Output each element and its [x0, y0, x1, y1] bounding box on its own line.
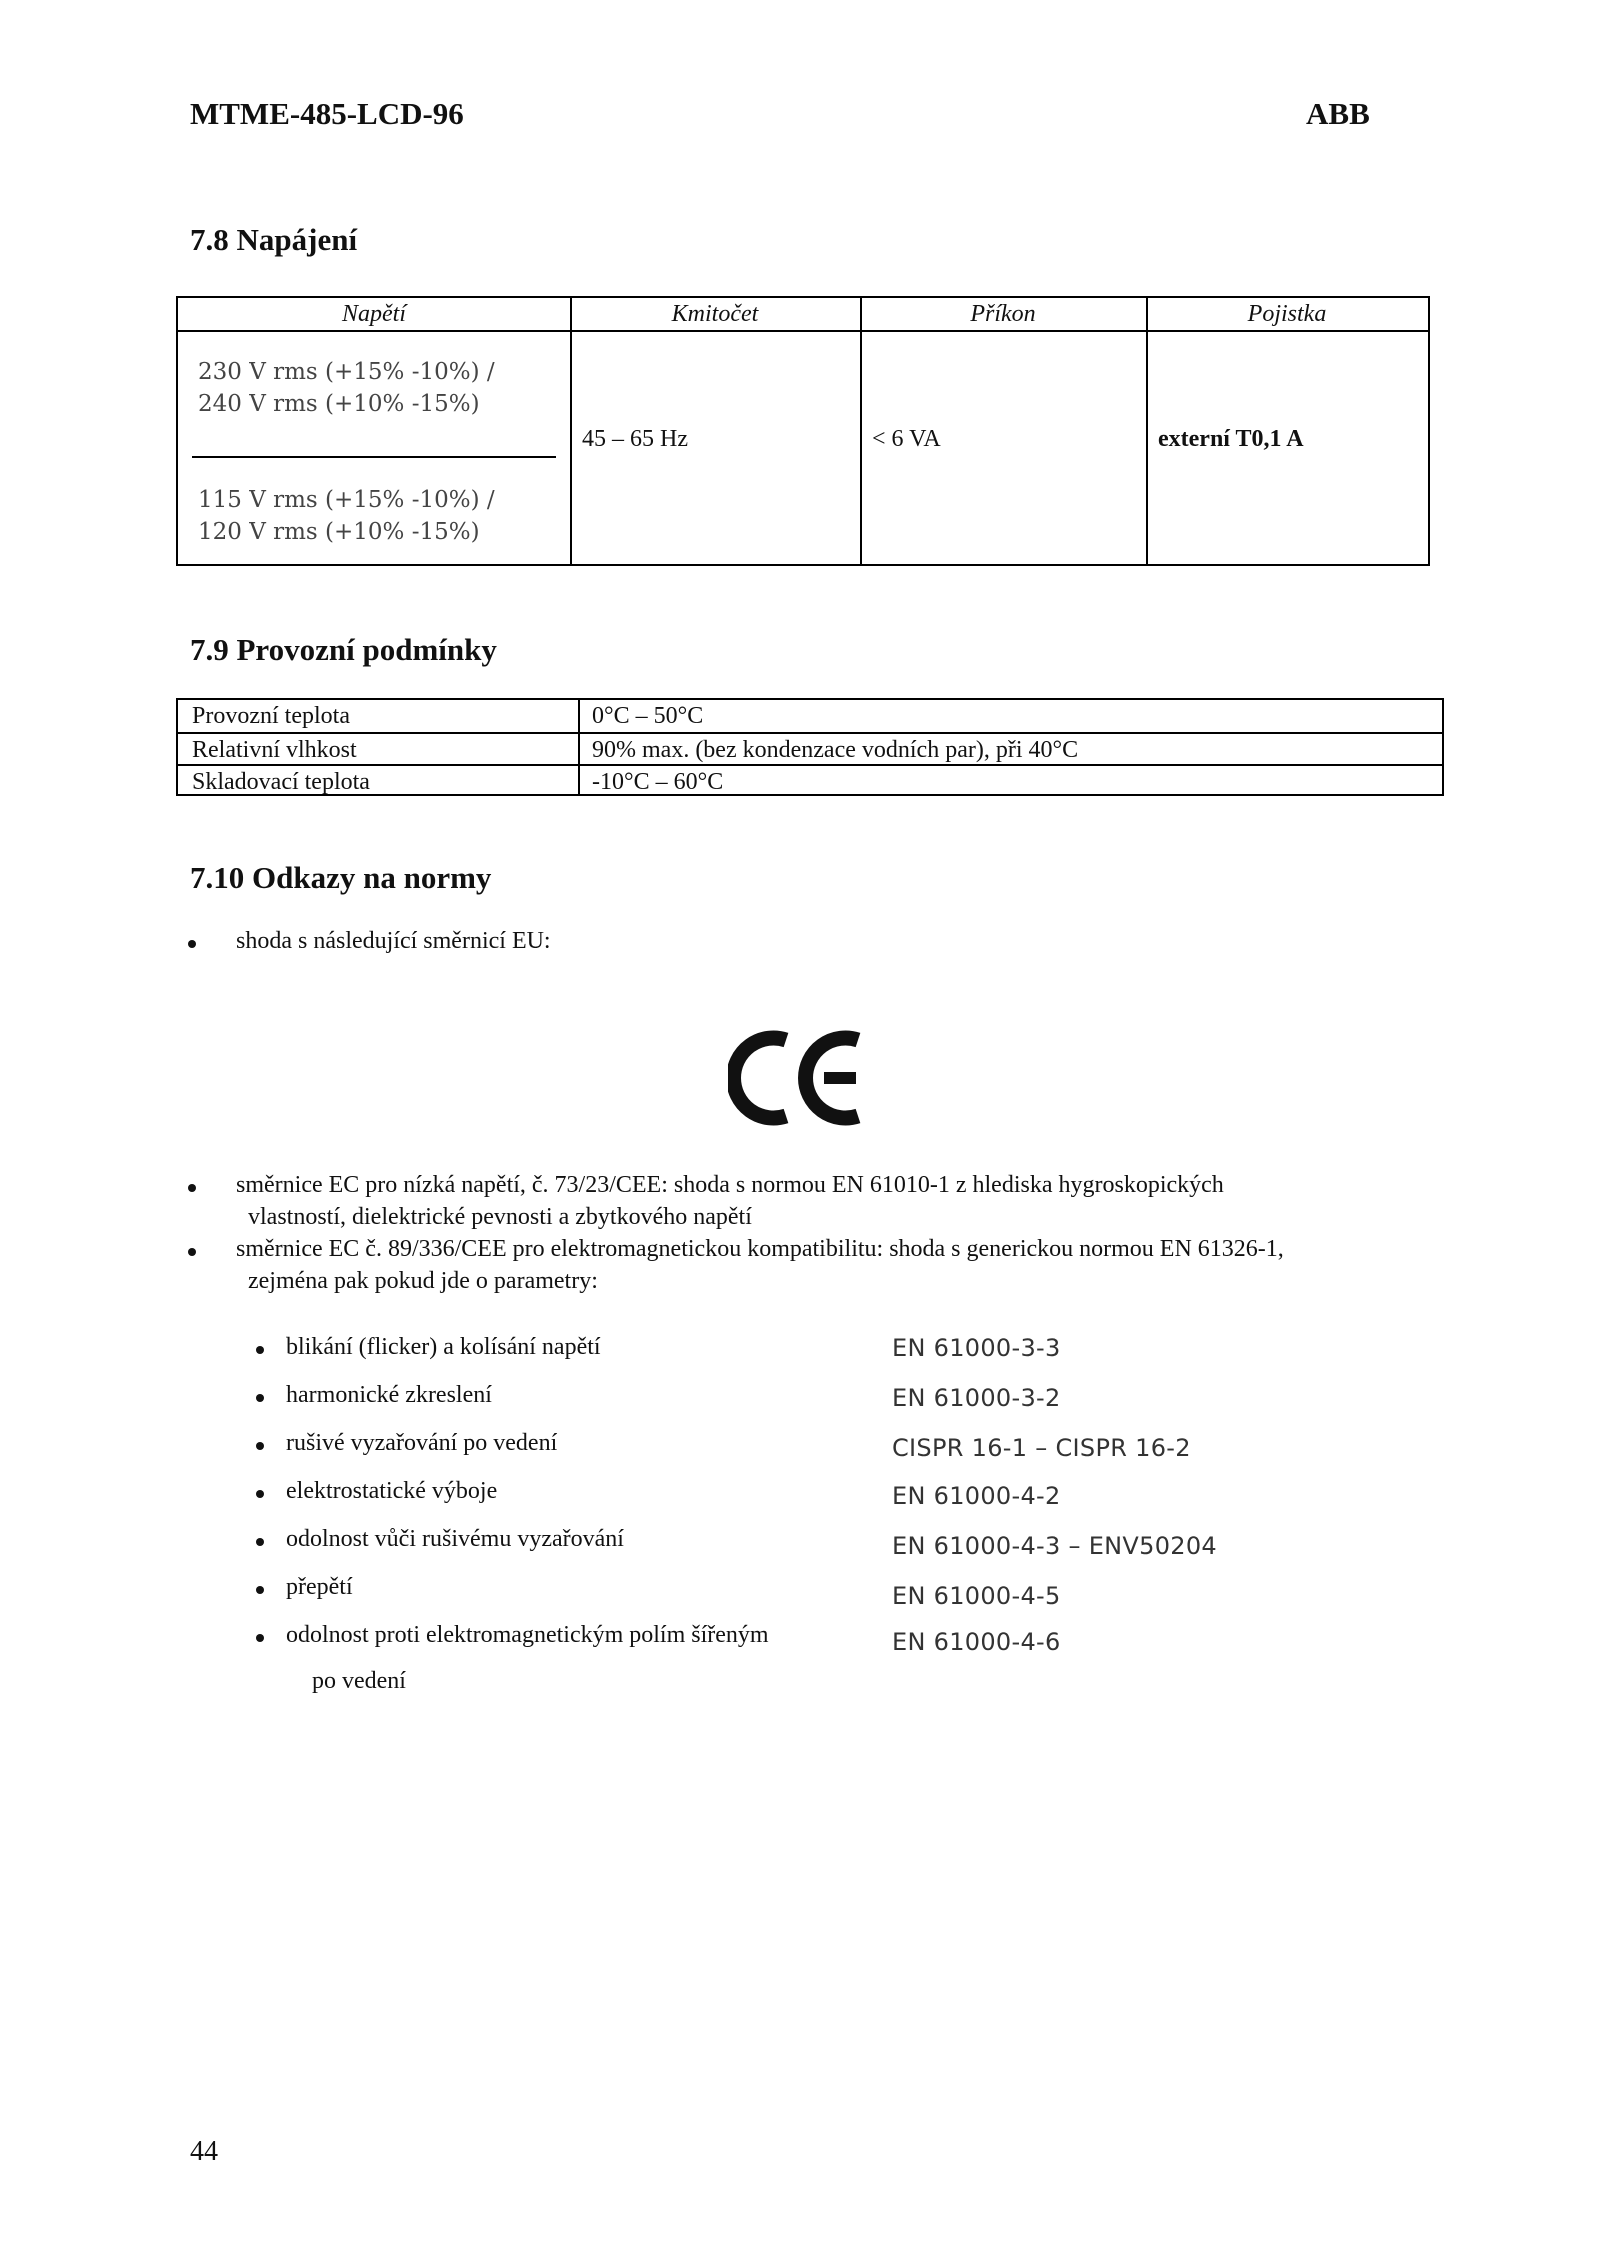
fuse-value: externí T0,1 A [1158, 426, 1304, 452]
parameter-label: přepětí [286, 1574, 353, 1600]
voltage-line: 120 V rms (+10% -15%) [198, 519, 480, 545]
directive-line: směrnice EC pro nízká napětí, č. 73/23/CEE: shoda s normou EN 61010-1 z hlediska hygroskopických [236, 1172, 1224, 1198]
section-title-power: 7.8 Napájení [190, 222, 358, 257]
voltage-line: 115 V rms (+15% -10%) / [198, 487, 495, 513]
table-row [178, 700, 1442, 732]
parameter-label: blikání (flicker) a kolísání napětí [286, 1334, 601, 1360]
directive-line: vlastností, dielektrické pevnosti a zbytkového napětí [248, 1204, 752, 1230]
voltage-line: 230 V rms (+15% -10%) / [198, 359, 495, 385]
power-value: < 6 VA [872, 426, 941, 452]
parameter-standard: EN 61000-4-2 [892, 1482, 1061, 1510]
bullet-icon [188, 1248, 196, 1256]
parameter-standard: EN 61000-3-3 [892, 1334, 1061, 1362]
voltage-line: 240 V rms (+10% -15%) [198, 391, 480, 417]
directive-line: zejména pak pokud jde o parametry: [248, 1268, 598, 1294]
parameter-standard: EN 61000-3-2 [892, 1384, 1061, 1412]
table-row [178, 732, 1442, 766]
power-table [176, 296, 1430, 566]
parameter-standard: CISPR 16-1 – CISPR 16-2 [892, 1434, 1191, 1462]
parameter-label: elektrostatické výboje [286, 1478, 498, 1504]
parameter-standard: EN 61000-4-6 [892, 1628, 1061, 1656]
condition-value: 90% max. (bez kondenzace vodních par), při 40°C [592, 737, 1079, 763]
parameter-label-continuation: po vedení [312, 1668, 406, 1694]
frequency-value: 45 – 65 Hz [582, 426, 688, 452]
bullet-icon [256, 1490, 264, 1498]
bullet-icon [256, 1538, 264, 1546]
column-header-voltage: Napětí [342, 301, 406, 327]
bullet-icon [188, 1184, 196, 1192]
bullet-icon [256, 1586, 264, 1594]
condition-label: Relativní vlhkost [192, 737, 357, 763]
intro-text: shoda s následující směrnicí EU: [236, 928, 551, 954]
ce-mark-icon [728, 1030, 868, 1128]
directive-line: směrnice EC č. 89/336/CEE pro elektromagnetickou kompatibilitu: shoda s generickou normou EN 61326-1, [236, 1236, 1284, 1262]
column-header-fuse: Pojistka [1247, 301, 1327, 327]
bullet-icon [256, 1394, 264, 1402]
table-row [178, 764, 1442, 798]
bullet-icon [188, 940, 196, 948]
condition-value: 0°C – 50°C [592, 703, 704, 729]
condition-label: Provozní teplota [192, 703, 350, 729]
voltage-separator [192, 456, 556, 458]
column-header-frequency: Kmitočet [671, 301, 759, 327]
column-header-power: Příkon [970, 301, 1036, 327]
brand-name: ABB [1306, 96, 1370, 131]
parameter-label: rušivé vyzařování po vedení [286, 1430, 558, 1456]
page-number: 44 [190, 2136, 218, 2167]
condition-label: Skladovací teplota [192, 769, 370, 795]
bullet-icon [256, 1346, 264, 1354]
condition-value: -10°C – 60°C [592, 769, 724, 795]
bullet-icon [256, 1634, 264, 1642]
parameter-standard: EN 61000-4-3 – ENV50204 [892, 1532, 1217, 1560]
section-title-conditions: 7.9 Provozní podmínky [190, 632, 497, 667]
parameter-label: odolnost proti elektromagnetickým polím šířeným [286, 1622, 769, 1648]
parameter-label: harmonické zkreslení [286, 1382, 492, 1408]
bullet-icon [256, 1442, 264, 1450]
parameter-standard: EN 61000-4-5 [892, 1582, 1061, 1610]
conditions-table [176, 698, 1444, 796]
parameter-label: odolnost vůči rušivému vyzařování [286, 1526, 624, 1552]
document-code: MTME-485-LCD-96 [190, 96, 464, 131]
section-title-standards: 7.10 Odkazy na normy [190, 860, 492, 895]
